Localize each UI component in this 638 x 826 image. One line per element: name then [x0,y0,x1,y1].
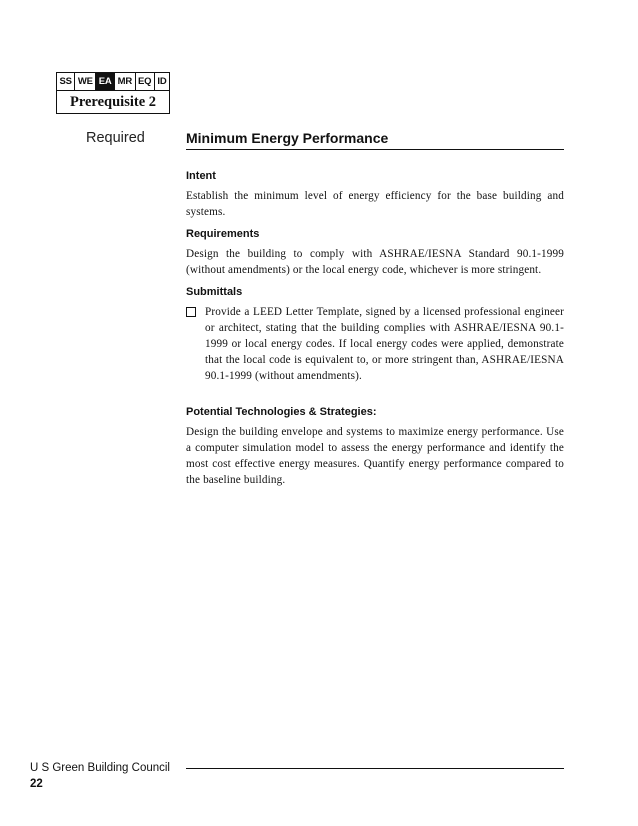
strategies-heading: Potential Technologies & Strategies: [186,406,377,418]
content-body [186,170,564,496]
intent-heading: Intent [186,170,216,182]
page-number: 22 [30,778,43,790]
category-tab-mr: MR [115,73,135,90]
category-tab-ea: EA [96,73,115,90]
intent-text: Establish the minimum level of energy efficiency for the base building and systems. [186,190,564,218]
strategies-text: Design the building envelope and systems to maximize energy performance. Use a computer simulation model to assess the energy performance and identify the most cost effective energy measures. Quantify energy performance compared to the baseline building. [186,426,564,486]
submittals-heading: Submittals [186,286,243,298]
submittal-item [186,304,564,384]
requirements-text: Design the building to comply with ASHRAE/IESNA Standard 90.1-1999 (without amendments) or the local energy code, whichever is more stringent. [186,248,564,276]
footer-divider [186,768,564,769]
category-tabs [57,73,169,91]
category-box [56,72,170,114]
status-label: Required [86,130,145,146]
category-tab-ss: SS [57,73,75,90]
checkbox-icon [186,307,196,317]
page-title: Minimum Energy Performance [186,130,564,150]
footer-organization: U S Green Building Council [30,762,170,774]
category-tab-we: WE [75,73,96,90]
requirements-heading: Requirements [186,228,260,240]
submittal-text: Provide a LEED Letter Template, signed by a licensed professional engineer or architect, stating that the building complies with ASHRAE/IESNA 90.1-1999 or local energy codes. If local energy codes were applied, demonstrate that the local code is equivalent to, or more stringent than, ASHRAE/IESNA 90.1-1999 (without amendments). [205,306,564,382]
category-tab-id: ID [157,76,167,87]
prerequisite-label: Prerequisite 2 [69,94,157,110]
category-tab-eq: EQ [136,73,155,90]
